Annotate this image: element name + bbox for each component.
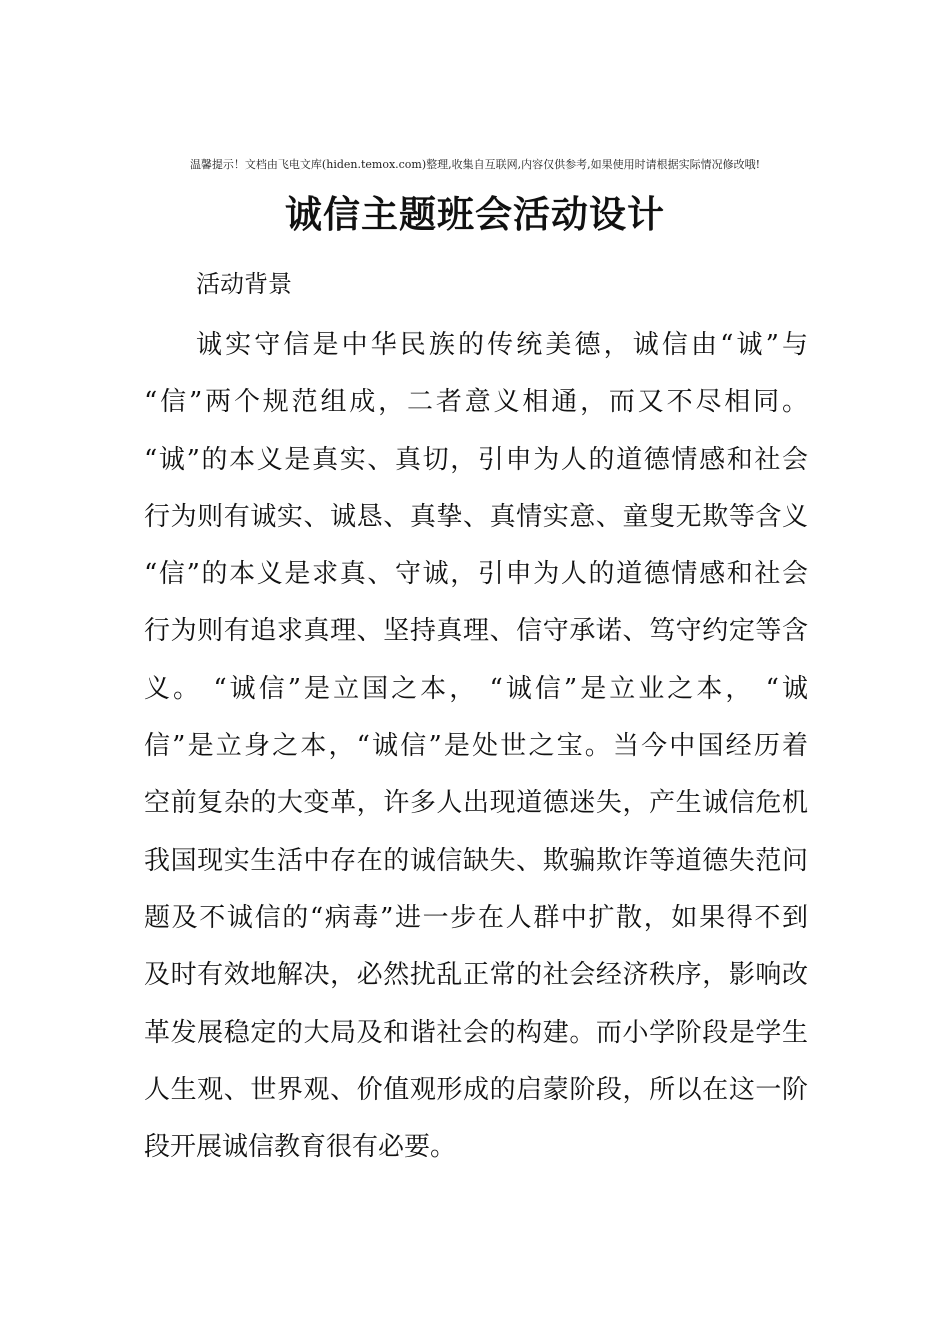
paragraph-line: 诚实守信是中华民族的传统美德，诚信由“诚”与 bbox=[196, 330, 808, 360]
paragraph-line: 我国现实生活中存在的诚信缺失、欺骗欺诈等道德失范问 bbox=[144, 845, 808, 876]
paragraph-line: 空前复杂的大变革，许多人出现道德迷失，产生诚信危机 bbox=[144, 788, 808, 819]
paragraph-line: 及时有效地解决，必然扰乱正常的社会经济秩序，影响改 bbox=[144, 960, 808, 991]
document-title: 诚信主题班会活动设计 bbox=[285, 193, 665, 236]
header-notice: 温馨提示！文档由飞电文库(hiden.temox.com)整理,收集自互联网,内容仅供参考,如果使用时请根据实际情况修改哦! bbox=[189, 158, 761, 171]
paragraph-line: 段开展诚信教育很有必要。 bbox=[144, 1132, 457, 1163]
paragraph-line: 人生观、世界观、价值观形成的启蒙阶段，所以在这一阶 bbox=[144, 1074, 808, 1105]
paragraph-line: 信”是立身之本，“诚信”是处世之宝。当今中国经历着 bbox=[144, 731, 808, 762]
paragraph-line: 义。 “诚信”是立国之本， “诚信”是立业之本， “诚 bbox=[144, 673, 808, 704]
paragraph-line: “诚”的本义是真实、真切，引申为人的道德情感和社会 bbox=[144, 444, 808, 475]
paragraph-line: 题及不诚信的“病毒”进一步在人群中扩散，如果得不到 bbox=[144, 902, 808, 933]
paragraph-line: “信”两个规范组成，二者意义相通，而又不尽相同。 bbox=[144, 387, 808, 418]
paragraph-line: 行为则有追求真理、坚持真理、信守承诺、笃守约定等含 bbox=[144, 616, 808, 647]
paragraph-line: “信”的本义是求真、守诚，引申为人的道德情感和社会 bbox=[144, 559, 808, 590]
body-paragraph bbox=[144, 325, 808, 1184]
paragraph-line: 革发展稳定的大局及和谐社会的构建。而小学阶段是学生 bbox=[144, 1017, 808, 1048]
paragraph-line: 行为则有诚实、诚恳、真挚、真情实意、童叟无欺等含义 bbox=[144, 501, 808, 532]
section-heading: 活动背景 bbox=[196, 270, 292, 298]
